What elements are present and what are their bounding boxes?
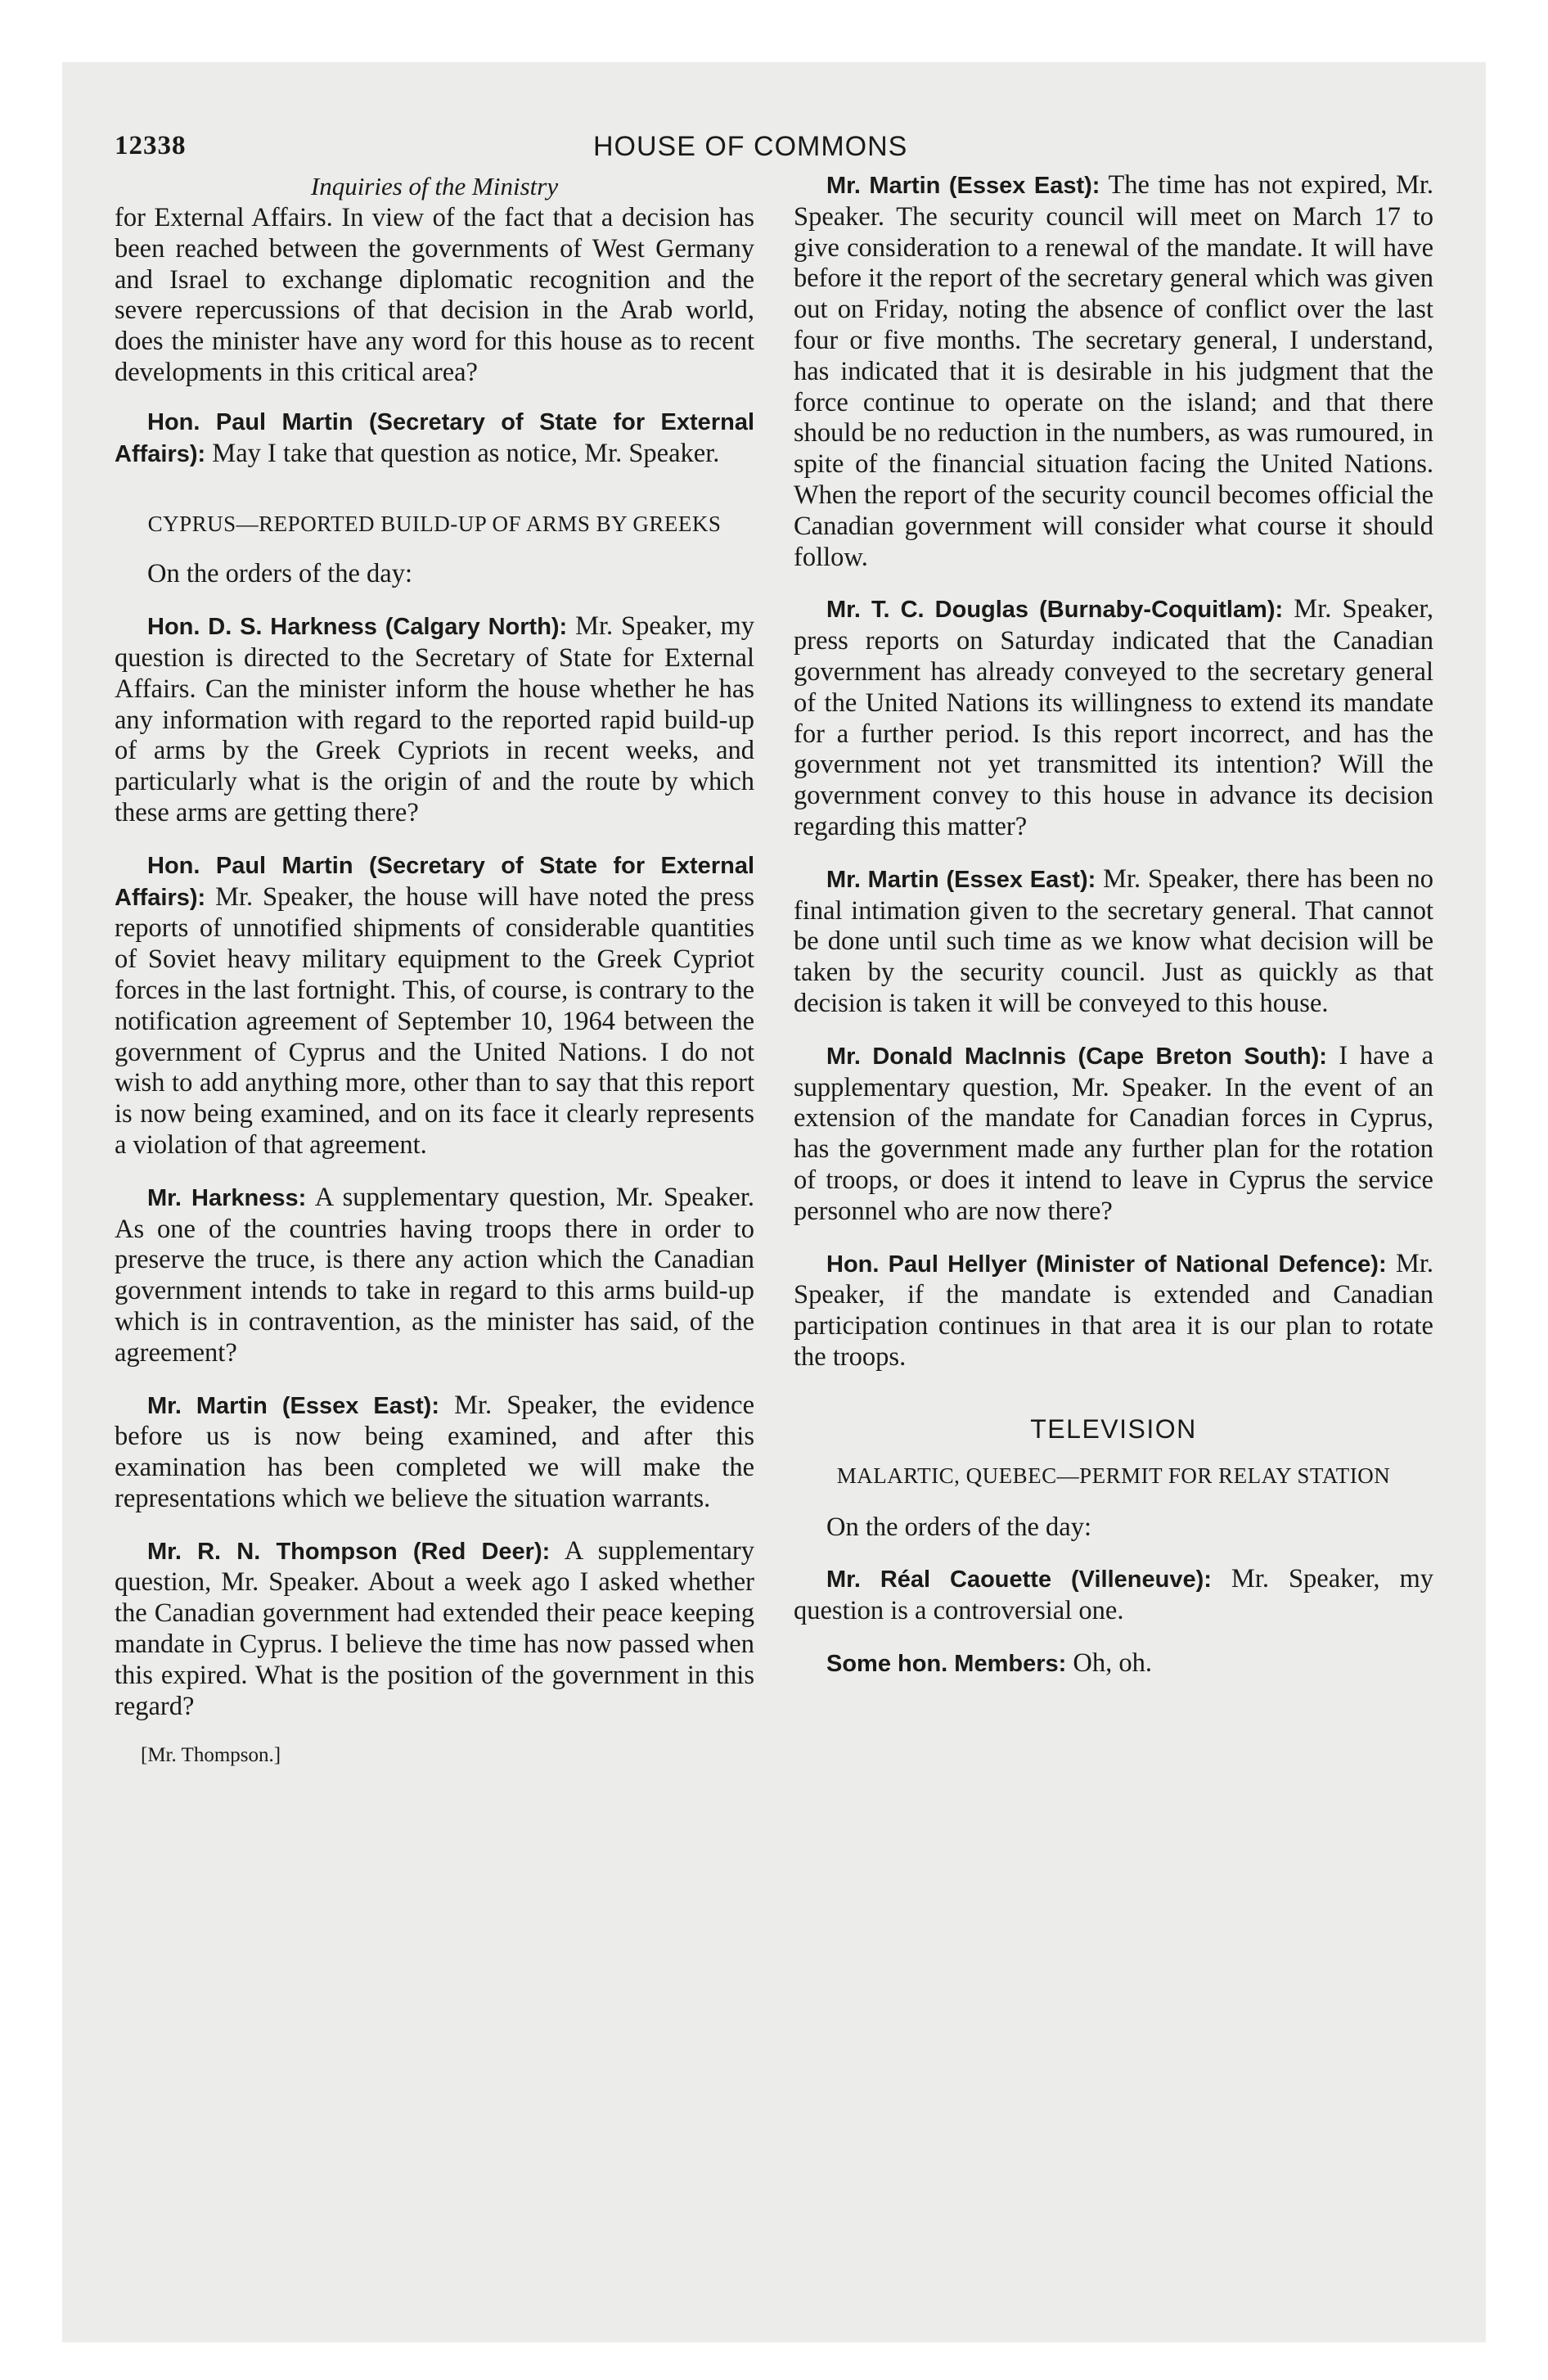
speaker-name: Some hon. Members:	[826, 1651, 1067, 1678]
speaker-name: Mr. Martin (Essex East):	[147, 1392, 439, 1419]
speaker-name: Mr. Martin (Essex East):	[826, 173, 1100, 199]
paragraph-text: May I take that question as notice, Mr. Speaker.	[205, 438, 720, 468]
speaker-name: Mr. Donald MacInnis (Cape Breton South):	[826, 1043, 1327, 1070]
paragraph-text: I have a supplementary question, Mr. Speaker. In the event of an extension of the mandate for Canadian forces in Cyprus, has the government made any further plan for the rotation of troops, or does it intend to leave in Cyprus the service personnel who are now there?	[794, 1040, 1433, 1226]
paragraph	[794, 594, 1433, 842]
paragraph-text: A supplementary question, Mr. Speaker. As one of the countries having troops there in order to preserve the truce, is there any action which the Canadian government intends to take in regard to this arms build-up which is in contravention, as the minister has said, of the agreement?	[115, 1182, 754, 1368]
paragraph-text: Mr. Speaker, there has been no final intimation given to the secretary general. That cannot be done until such time as we know what decision will be taken by the security council. Just as quickly as that decision is taken it will be conveyed to this house.	[794, 863, 1433, 1018]
speaker-name: Mr. Réal Caouette (Villeneuve):	[826, 1566, 1212, 1593]
paragraph	[115, 1536, 754, 1723]
paragraph	[115, 850, 754, 1161]
left-column	[115, 170, 754, 1768]
paragraph	[115, 407, 754, 471]
paragraph	[794, 1249, 1433, 1373]
paragraph-text: A supplementary question, Mr. Speaker. About a week ago I asked whether the Canadian government had extended their peace keeping mandate in Cyprus. I believe the time has now passed when this expired. What is the position of the government in this regard?	[115, 1535, 754, 1721]
page-number: 12338	[115, 131, 187, 160]
paragraph	[115, 611, 754, 829]
paragraph-text: Mr. Speaker, my question is a controversial one.	[794, 1564, 1433, 1626]
paragraph	[794, 1648, 1433, 1680]
orders-of-the-day: On the orders of the day:	[826, 1512, 1092, 1542]
speaker-name: Mr. Martin (Essex East):	[826, 866, 1096, 893]
section-title: TELEVISION	[1030, 1413, 1197, 1444]
speaker-name: Hon. Paul Martin (Secretary of State for External Affairs):	[115, 408, 754, 467]
paragraph	[115, 1391, 754, 1515]
topic-heading: MALARTIC, QUEBEC—PERMIT FOR RELAY STATION	[836, 1463, 1391, 1488]
topic-heading: CYPRUS—REPORTED BUILD-UP OF ARMS BY GREEKS	[147, 512, 722, 537]
paragraph	[115, 203, 754, 389]
paragraph	[794, 864, 1433, 1020]
paragraph-text: for External Affairs. In view of the fact that a decision has been reached between the governments of West Germany and Israel to exchange diplomatic recognition and the severe repercussions of that decision in the Arab world, does the minister have any word for this house as to recent developments in this critical area?	[115, 203, 754, 387]
running-title: HOUSE OF COMMONS	[593, 131, 908, 162]
speaker-name: Hon. Paul Hellyer (Minister of National Defence):	[826, 1251, 1387, 1278]
section-sub-heading: Inquiries of the Ministry	[310, 172, 559, 201]
paragraph	[794, 1564, 1433, 1627]
speaker-name: Hon. Paul Martin (Secretary of State for External Affairs):	[115, 852, 754, 911]
paragraph-text: Oh, oh.	[1066, 1648, 1153, 1679]
paragraph	[115, 1183, 754, 1369]
paragraph	[794, 170, 1433, 573]
speaker-name: Mr. T. C. Douglas (Burnaby-Coquitlam):	[826, 597, 1284, 624]
paragraph-text: Mr. Speaker, the house will have noted the press reports of unnotified shipments of considerable quantities of Soviet heavy military equipment to the Greek Cypriot forces in the last fortnight. This, of course, is contrary to the notification agreement of September 10, 1964 between the government of Cyprus and the United Nations. I do not wish to add anything more, other than to say that this report is now being examined, and on its face it clearly represents a violation of that agreement.	[115, 881, 754, 1160]
paragraph-text: Mr. Speaker, the evidence before us is now being examined, and after this examination has been completed we will make the representations which we believe the situation warrants.	[115, 1390, 755, 1513]
page-header	[115, 131, 1440, 167]
paragraph	[794, 1041, 1433, 1228]
paragraph-text: The time has not expired, Mr. Speaker. The security council will meet on March 17 to give consideration to a renewal of the mandate. It will have before it the report of the secretary general which was given out on Friday, noting the absence of conflict over the last four or five months. The secretary general, I understand, has indicated that it is desirable in his judgment that the force continue to operate on the island; and that there should be no reduction in the numbers, as was rumoured, in spite of the financial situation facing the United Nations. When the report of the security council becomes official the Canadian government will consider what course it should follow.	[794, 170, 1434, 572]
paragraph-text: Mr. Speaker, press reports on Saturday indicated that the Canadian government has already conveyed to the secretary general of the United Nations its willingness to extend its mandate for a further period. Is this report incorrect, and has the government not yet transmitted its intention? Will the government convey to this house in advance its decision regarding this matter?	[794, 594, 1433, 841]
paragraph-text: Mr. Speaker, my question is directed to the Secretary of State for External Affairs. Can the minister inform the house whether he has any information with regard to the reported rapid build-up of arms by the Greek Cypriots in recent weeks, and particularly what is the origin of and the route by which these arms are getting there?	[115, 611, 754, 827]
speaker-name: Hon. D. S. Harkness (Calgary North):	[147, 614, 568, 641]
hansard-page	[115, 131, 1440, 1767]
orders-of-the-day: On the orders of the day:	[147, 559, 413, 589]
speaker-name: Mr. Harkness:	[147, 1184, 307, 1211]
speaker-name: Mr. R. N. Thompson (Red Deer):	[147, 1538, 551, 1565]
paragraph-text: Mr. Speaker, if the mandate is extended and Canadian participation continues in that area it is our plan to rotate the troops.	[794, 1248, 1433, 1372]
footer-note: [Mr. Thompson.]	[141, 1744, 281, 1767]
right-column	[794, 170, 1433, 1702]
